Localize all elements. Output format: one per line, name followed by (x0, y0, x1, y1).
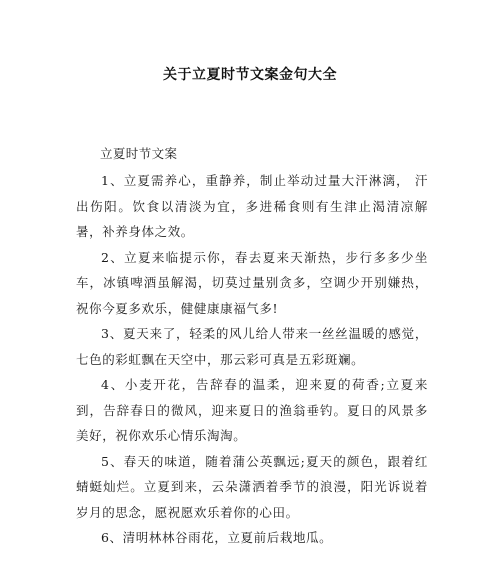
paragraph-4: 4、小麦开花，告辞春的温柔，迎来夏的荷香;立夏来到，告辞春日的微风，迎来夏日的渔翁垂钓。夏日的风景多美好，祝你欢乐心情乐淘淘。 (76, 377, 428, 443)
paragraph-3: 3、夏天来了，轻柔的风儿给人带来一丝丝温暖的感觉，七色的彩虹飘在天空中，那云彩可真是五彩斑斓。 (76, 326, 428, 367)
document-title: 关于立夏时节文案金句大全 (163, 67, 337, 83)
paragraph-6: 6、清明林林谷雨花，立夏前后栽地瓜。 (101, 530, 333, 545)
page-bottom-fade (0, 555, 500, 565)
paragraph-1: 1、立夏需养心，重静养，制止举动过量大汗淋漓， 汗 出伤阳。饮食以清淡为宜，多进稀食则有生津止渴清凉解暑，补养身体之效。 (76, 173, 428, 239)
paragraph-5: 5、春天的味道，随着蒲公英飘远;夏天的颜色，跟着红蜻蜓灿烂。立夏到来，云朵潇洒着季节的浪漫，阳光诉说着岁月的思念，愿祝愿欢乐着你的心田。 (76, 453, 428, 520)
document-body (76, 168, 428, 551)
section-heading: 立夏时节文案 (100, 146, 178, 161)
paragraph-2: 2、立夏来临提示你，春去夏来天渐热，步行多多少坐车，冰镇啤酒虽解渴，切莫过量别贪多，空调少开别嫌热，祝你今夏多欢乐，健健康康福气多! (76, 249, 428, 316)
